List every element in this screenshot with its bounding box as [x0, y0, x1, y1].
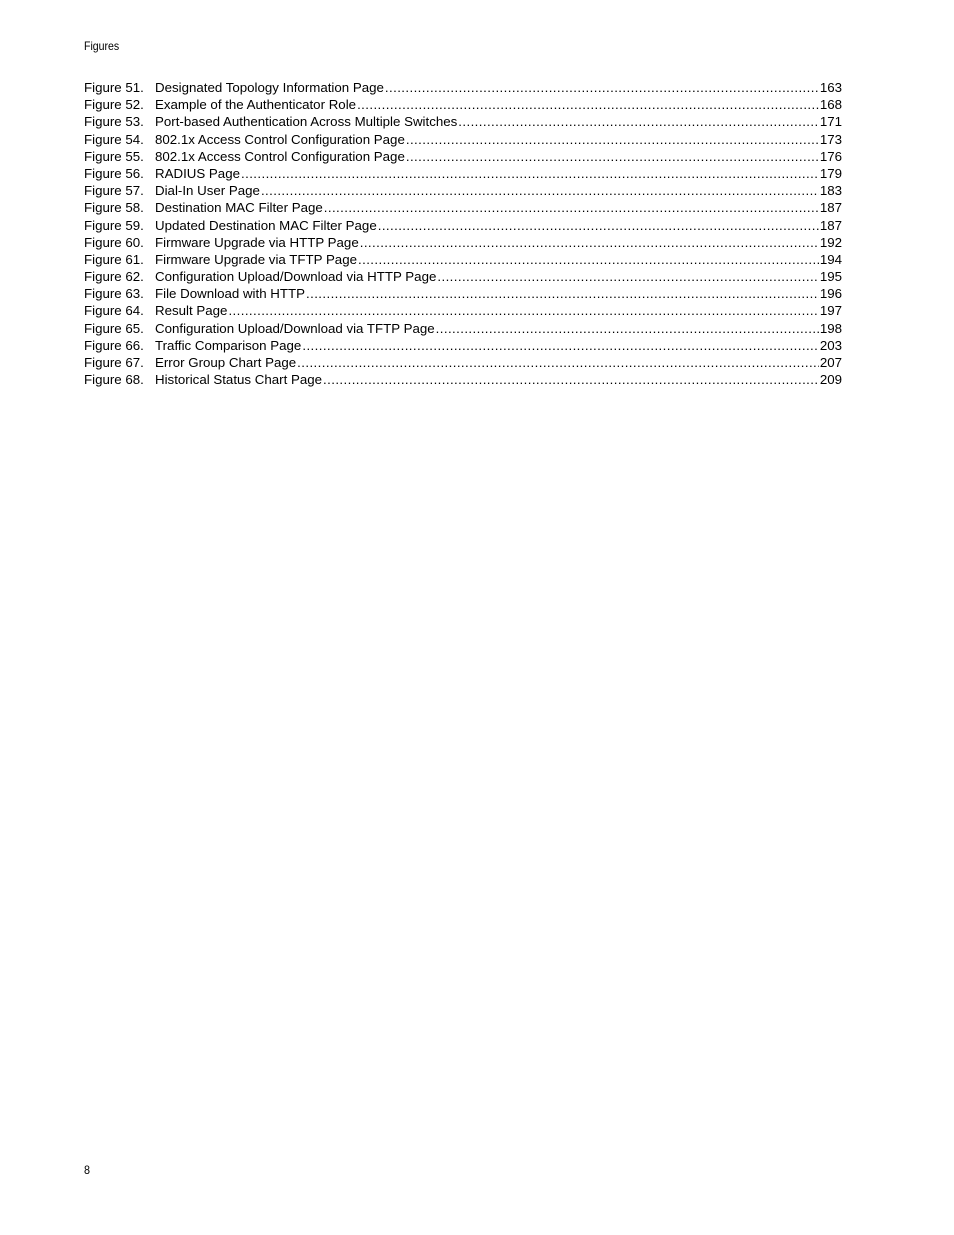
- figure-number: Figure 54.: [84, 131, 144, 147]
- page-reference: 194: [819, 251, 842, 267]
- dot-leader: [360, 234, 819, 251]
- figure-title: Historical Status Chart Page: [155, 372, 323, 388]
- dot-leader: [436, 320, 819, 337]
- toc-entry[interactable]: [84, 165, 842, 182]
- toc-entry[interactable]: [84, 113, 842, 130]
- dot-leader: [385, 79, 819, 96]
- figure-title: RADIUS Page: [155, 165, 240, 181]
- figure-title: Firmware Upgrade via HTTP Page: [155, 234, 359, 250]
- toc-entry[interactable]: [84, 302, 842, 319]
- dot-leader: [306, 285, 819, 302]
- page-reference: 179: [819, 165, 842, 181]
- page-reference: 195: [819, 269, 842, 285]
- figure-number: Figure 55.: [84, 148, 144, 164]
- toc-entry[interactable]: [84, 285, 842, 302]
- toc-entry[interactable]: [84, 354, 842, 371]
- dot-leader: [302, 337, 818, 354]
- figure-number: Figure 63.: [84, 286, 144, 302]
- figure-number: Figure 64.: [84, 303, 144, 319]
- dot-leader: [458, 113, 819, 130]
- figure-number: Figure 52.: [84, 97, 144, 113]
- figure-number: Figure 62.: [84, 269, 144, 285]
- toc-entry[interactable]: [84, 268, 842, 285]
- figure-title: Designated Topology Information Page: [155, 80, 384, 95]
- page-reference: 173: [819, 131, 842, 147]
- figure-number: Figure 51.: [84, 80, 144, 95]
- page-reference: 187: [819, 200, 842, 216]
- figure-title: Configuration Upload/Download via TFTP Page: [155, 320, 435, 336]
- figure-title: Updated Destination MAC Filter Page: [155, 217, 377, 233]
- figure-number: Figure 56.: [84, 165, 144, 181]
- figure-title: 802.1x Access Control Configuration Page: [155, 148, 405, 164]
- figure-title: Error Group Chart Page: [155, 355, 297, 370]
- figure-title: Configuration Upload/Download via HTTP Page: [155, 269, 437, 285]
- dot-leader: [297, 354, 819, 371]
- dot-leader: [378, 217, 819, 234]
- page-reference: 196: [819, 286, 842, 302]
- toc-entry[interactable]: [84, 337, 842, 354]
- page-reference: 163: [819, 80, 842, 95]
- figure-title: Dial-In User Page: [155, 183, 260, 199]
- figure-number: Figure 59.: [84, 217, 144, 233]
- dot-leader: [437, 268, 818, 285]
- figure-number: Figure 61.: [84, 251, 144, 267]
- dot-leader: [358, 251, 819, 268]
- page-reference: 207: [819, 355, 842, 370]
- page-reference: 197: [819, 303, 842, 319]
- dot-leader: [228, 302, 818, 319]
- page-reference: 198: [819, 320, 842, 336]
- figure-title: Result Page: [155, 303, 228, 319]
- figure-title: 802.1x Access Control Configuration Page: [155, 131, 405, 147]
- page-reference: 183: [819, 183, 842, 199]
- page-reference: 168: [819, 97, 842, 113]
- toc-entry[interactable]: [84, 371, 842, 388]
- figure-title: Firmware Upgrade via TFTP Page: [155, 251, 357, 267]
- figure-number: Figure 53.: [84, 114, 144, 130]
- figure-title: Destination MAC Filter Page: [155, 200, 323, 216]
- toc-entry[interactable]: [84, 234, 842, 251]
- toc-entry[interactable]: [84, 182, 842, 199]
- dot-leader: [241, 165, 819, 182]
- figure-number: Figure 66.: [84, 337, 144, 353]
- figure-title: File Download with HTTP: [155, 286, 306, 302]
- running-header: Figures: [84, 39, 120, 53]
- page-reference: 192: [819, 234, 842, 250]
- page-reference: 176: [819, 148, 842, 164]
- figure-number: Figure 58.: [84, 200, 144, 216]
- toc-entry[interactable]: [84, 217, 842, 234]
- dot-leader: [406, 148, 819, 165]
- list-of-figures: [84, 79, 842, 388]
- dot-leader: [357, 96, 819, 113]
- page-reference: 171: [819, 114, 842, 130]
- page-reference: 203: [819, 337, 842, 353]
- toc-entry[interactable]: [84, 320, 842, 337]
- figure-number: Figure 67.: [84, 355, 144, 370]
- toc-entry[interactable]: [84, 79, 842, 96]
- figure-title: Port-based Authentication Across Multiple Switches: [155, 114, 458, 130]
- toc-entry[interactable]: [84, 148, 842, 165]
- page-reference: 209: [819, 372, 842, 388]
- dot-leader: [406, 131, 819, 148]
- figure-title: Example of the Authenticator Role: [155, 97, 357, 113]
- dot-leader: [323, 371, 819, 388]
- toc-entry[interactable]: [84, 96, 842, 113]
- figure-number: Figure 68.: [84, 372, 144, 388]
- figure-number: Figure 65.: [84, 320, 144, 336]
- figure-number: Figure 60.: [84, 234, 144, 250]
- dot-leader: [261, 182, 819, 199]
- figure-number: Figure 57.: [84, 183, 144, 199]
- toc-entry[interactable]: [84, 131, 842, 148]
- dot-leader: [324, 199, 819, 216]
- toc-entry[interactable]: [84, 251, 842, 268]
- page-number: 8: [84, 1163, 91, 1177]
- page-reference: 187: [819, 217, 842, 233]
- figure-title: Traffic Comparison Page: [155, 337, 302, 353]
- toc-entry[interactable]: [84, 199, 842, 216]
